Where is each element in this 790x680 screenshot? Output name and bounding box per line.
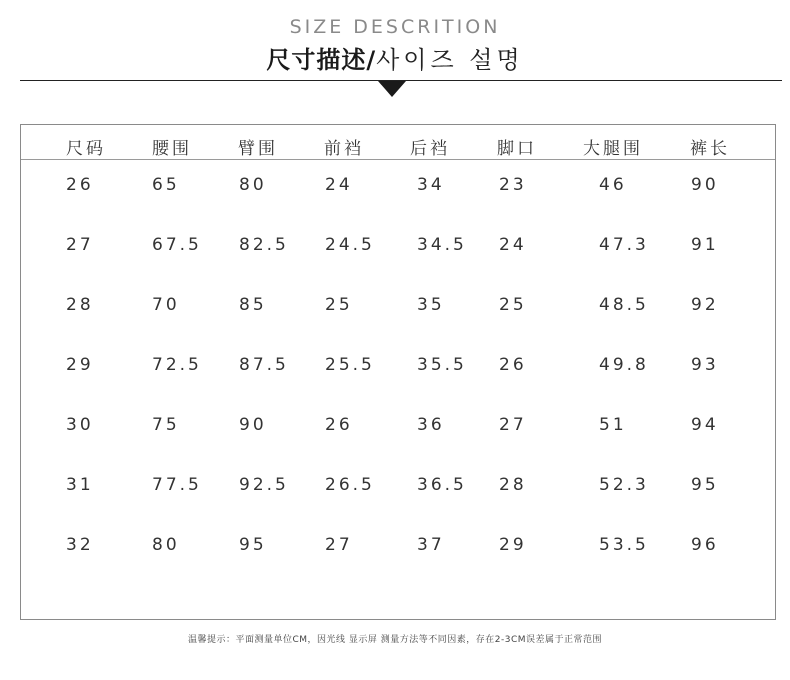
table-cell: 28 [499, 475, 527, 495]
table-cell: 27 [499, 415, 527, 435]
table-cell: 23 [499, 175, 527, 195]
table-cell: 36 [417, 415, 445, 435]
table-cell: 75 [152, 415, 180, 435]
table-cell: 26 [66, 175, 94, 195]
table-cell: 80 [152, 535, 180, 555]
table-cell: 51 [599, 415, 627, 435]
page-title-chinese: 尺寸描述/ [266, 46, 377, 74]
page-title [0, 40, 790, 75]
table-cell: 72.5 [152, 355, 202, 375]
table-cell: 77.5 [152, 475, 202, 495]
table-cell: 26 [499, 355, 527, 375]
table-row [21, 475, 775, 499]
table-cell: 25 [325, 295, 353, 315]
column-header-hip: 臂围 [238, 139, 278, 159]
footer-note: 温馨提示：平面测量单位CM，因光线 显示屏 测量方法等不同因素，存在2-3CM误差属于正常范围 [187, 635, 603, 645]
table-cell: 26.5 [325, 475, 375, 495]
table-cell: 32 [66, 535, 94, 555]
table-cell: 91 [691, 235, 719, 255]
table-cell: 92 [691, 295, 719, 315]
table-cell: 82.5 [239, 235, 289, 255]
table-row [21, 415, 775, 439]
table-cell: 85 [239, 295, 267, 315]
table-cell: 25 [499, 295, 527, 315]
page-title-korean: 사이즈 설명 [376, 46, 524, 74]
table-cell: 92.5 [239, 475, 289, 495]
table-cell: 35.5 [417, 355, 467, 375]
table-header-row [21, 125, 775, 160]
table-cell: 24.5 [325, 235, 375, 255]
table-cell: 90 [691, 175, 719, 195]
table-cell: 53.5 [599, 535, 649, 555]
table-row [21, 295, 775, 319]
table-cell: 47.3 [599, 235, 649, 255]
table-cell: 67.5 [152, 235, 202, 255]
table-cell: 27 [66, 235, 94, 255]
column-header-waist: 腰围 [152, 139, 192, 159]
table-cell: 25.5 [325, 355, 375, 375]
table-cell: 29 [499, 535, 527, 555]
table-cell: 94 [691, 415, 719, 435]
column-header-thigh: 大腿围 [583, 139, 643, 159]
table-cell: 31 [66, 475, 94, 495]
header-subtitle: SIZE DESCRITION [289, 16, 501, 38]
table-cell: 96 [691, 535, 719, 555]
column-header-size: 尺码 [66, 139, 106, 159]
table-cell: 24 [499, 235, 527, 255]
table-cell: 36.5 [417, 475, 467, 495]
column-header-front-rise: 前裆 [324, 139, 364, 159]
table-cell: 28 [66, 295, 94, 315]
table-cell: 24 [325, 175, 353, 195]
table-cell: 27 [325, 535, 353, 555]
table-row [21, 235, 775, 259]
down-arrow-icon [378, 81, 406, 97]
table-cell: 70 [152, 295, 180, 315]
table-cell: 30 [66, 415, 94, 435]
table-cell: 93 [691, 355, 719, 375]
table-cell: 80 [239, 175, 267, 195]
table-cell: 34.5 [417, 235, 467, 255]
table-cell: 90 [239, 415, 267, 435]
table-cell: 26 [325, 415, 353, 435]
table-cell: 29 [66, 355, 94, 375]
table-cell: 95 [691, 475, 719, 495]
table-cell: 87.5 [239, 355, 289, 375]
table-cell: 95 [239, 535, 267, 555]
column-header-leg-opening: 脚口 [497, 139, 537, 159]
table-row [21, 175, 775, 199]
table-cell: 49.8 [599, 355, 649, 375]
table-cell: 37 [417, 535, 445, 555]
table-cell: 46 [599, 175, 627, 195]
column-header-back-rise: 后裆 [410, 139, 450, 159]
table-cell: 48.5 [599, 295, 649, 315]
table-cell: 65 [152, 175, 180, 195]
size-table [20, 124, 776, 620]
table-cell: 35 [417, 295, 445, 315]
table-cell: 52.3 [599, 475, 649, 495]
table-row [21, 535, 775, 559]
table-row [21, 355, 775, 379]
column-header-length: 裤长 [690, 139, 730, 159]
table-cell: 34 [417, 175, 445, 195]
